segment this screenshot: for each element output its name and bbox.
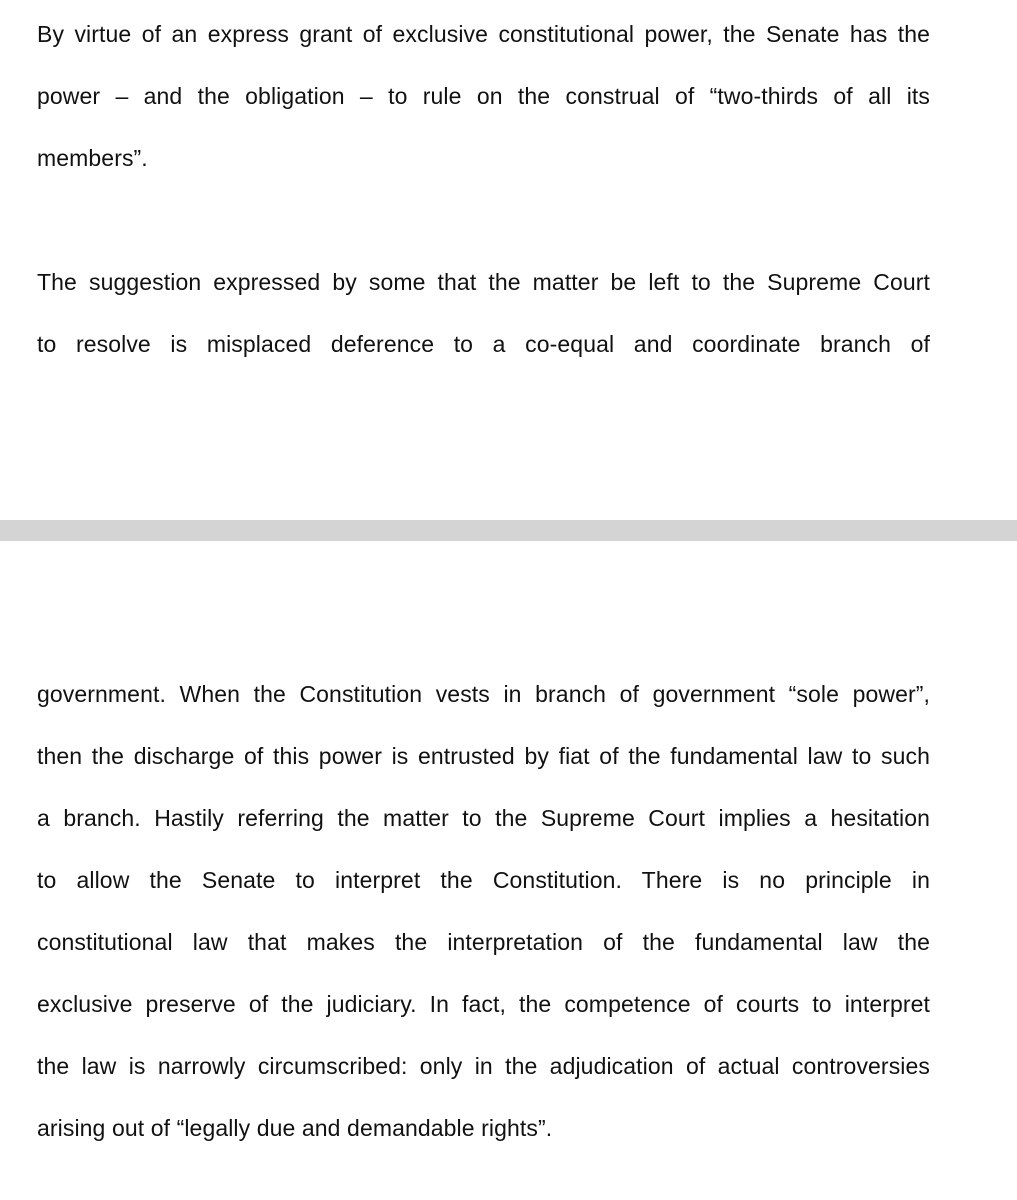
document-page-bottom (0, 541, 1017, 1200)
text-line: arising out of “legally due and demandable rights”. (37, 1115, 553, 1141)
document-page-top (0, 0, 1017, 520)
text-line: then the discharge of this power is entrusted by fiat of the fundamental law to such (37, 743, 930, 769)
text-line: the law is narrowly circumscribed: only in the adjudication of actual controversies (37, 1053, 930, 1079)
text-line: constitutional law that makes the interpretation of the fundamental law the (37, 929, 930, 955)
paragraph-supreme-court-suggestion (37, 251, 930, 375)
text-line: members”. (37, 145, 148, 171)
paragraph-senate-power (37, 3, 930, 189)
text-line: government. When the Constitution vests in branch of government “sole power”, (37, 681, 930, 707)
text-line: exclusive preserve of the judiciary. In fact, the competence of courts to interpret (37, 991, 930, 1017)
text-line: to allow the Senate to interpret the Constitution. There is no principle in (37, 867, 930, 893)
page-break-divider (0, 520, 1017, 541)
paragraph-constitution-interpretation (37, 663, 930, 1159)
text-line: By virtue of an express grant of exclusive constitutional power, the Senate has the (37, 21, 930, 47)
text-line: power – and the obligation – to rule on the construal of “two-thirds of all its (37, 83, 930, 109)
text-line: to resolve is misplaced deference to a co-equal and coordinate branch of (37, 331, 930, 357)
text-line: The suggestion expressed by some that the matter be left to the Supreme Court (37, 269, 930, 295)
text-line: a branch. Hastily referring the matter to the Supreme Court implies a hesitation (37, 805, 930, 831)
